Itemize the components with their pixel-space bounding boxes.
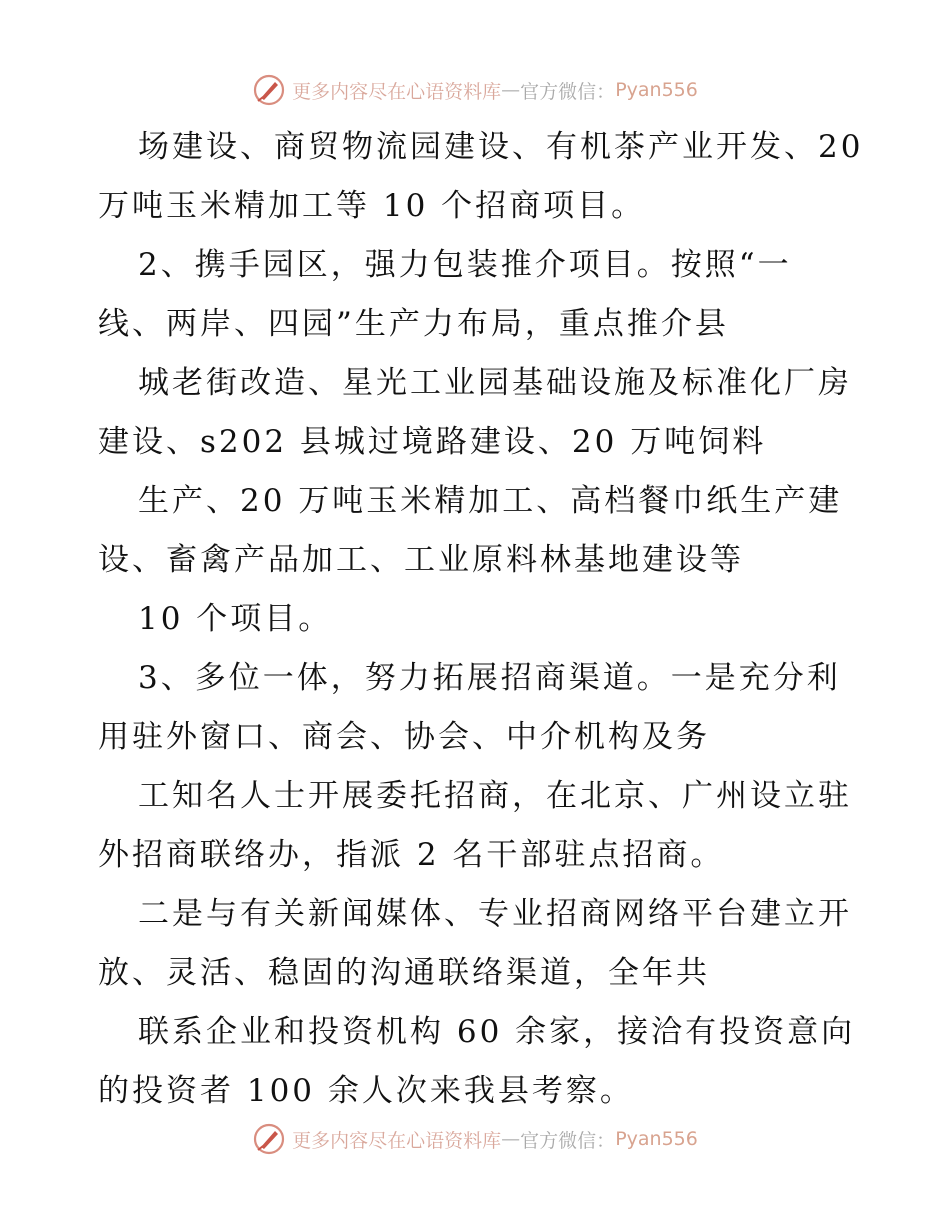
text-line: 的投资者 100 余人次来我县考察。 [98, 1073, 634, 1109]
text-line: 联系企业和投资机构 60 余家，接洽有投资意向 [138, 1014, 856, 1050]
text-line: 二是与有关新闻媒体、专业招商网络平台建立开 [138, 896, 852, 932]
watermark-title: 更多内容尽在心语资料库 [292, 80, 502, 103]
watermark-separator: — [501, 79, 521, 101]
watermark-title: 更多内容尽在心语资料库 [292, 1129, 502, 1152]
watermark-id: Pyan556 [615, 1128, 698, 1150]
text-line: 放、灵活、稳固的沟通联络渠道，全年共 [98, 955, 710, 991]
watermark-label: 官方微信： [520, 80, 616, 103]
text-line: 万吨玉米精加工等 10 个招商项目。 [98, 188, 646, 224]
text-line: 工知名人士开展委托招商，在北京、广州设立驻 [138, 778, 852, 814]
text-line: 2、携手园区，强力包装推介项目。按照“一 [138, 247, 792, 283]
text-line: 3、多位一体，努力拓展招商渠道。一是充分利 [138, 660, 841, 696]
watermark-id: Pyan556 [615, 79, 698, 101]
text-line: 建设、s202 县城过境路建设、20 万吨饲料 [98, 424, 767, 460]
quill-logo-icon [252, 1122, 286, 1156]
text-line: 10 个项目。 [138, 601, 333, 637]
text-line: 用驻外窗口、商会、协会、中介机构及务 [98, 719, 710, 755]
text-line: 线、两岸、四园”生产力布局，重点推介县 [98, 306, 729, 342]
text-line: 设、畜禽产品加工、工业原料林基地建设等 [98, 542, 744, 578]
text-line: 外招商联络办，指派 2 名干部驻点招商。 [98, 837, 725, 873]
text-line: 城老街改造、星光工业园基础设施及标准化厂房 [138, 365, 852, 401]
footer-watermark [0, 1119, 950, 1159]
text-line: 场建设、商贸物流园建设、有机茶产业开发、20 [138, 129, 864, 165]
text-line: 生产、20 万吨玉米精加工、高档餐巾纸生产建 [138, 483, 843, 519]
watermark-separator: — [501, 1128, 521, 1150]
watermark-label: 官方微信： [520, 1129, 616, 1152]
